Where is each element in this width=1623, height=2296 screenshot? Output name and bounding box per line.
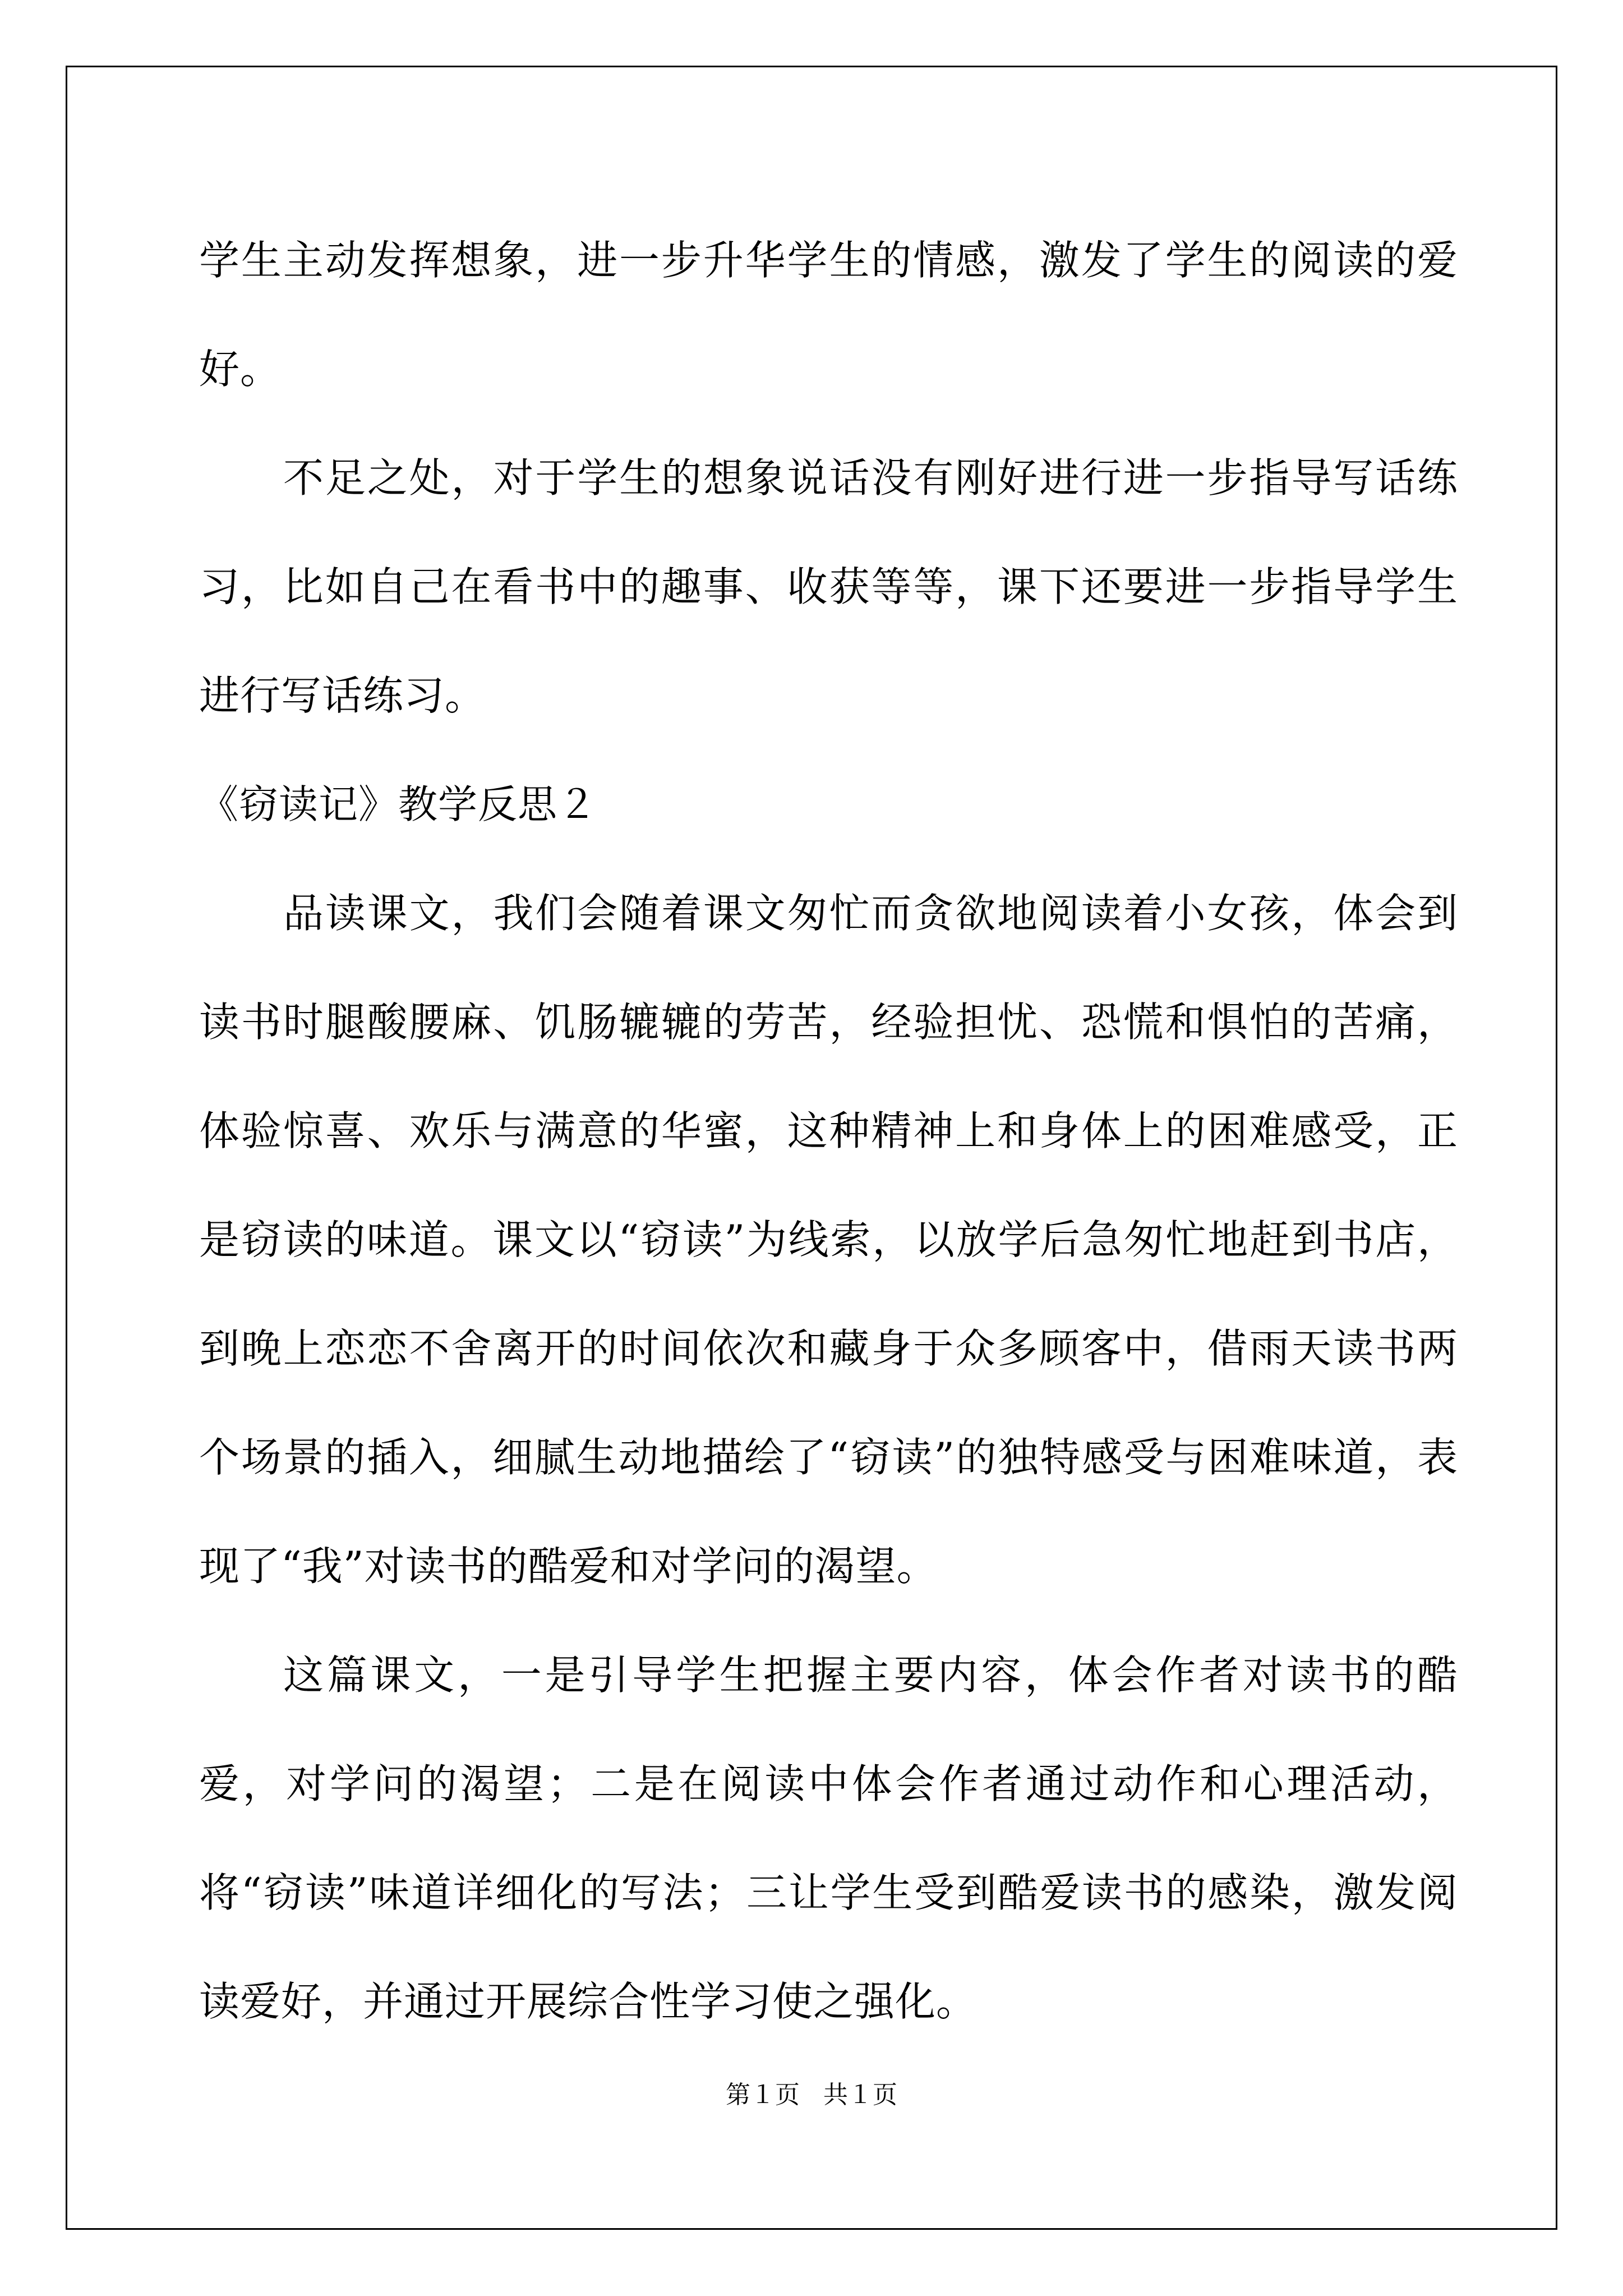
paragraph-shortcomings: 不足之处，对于学生的想象说话没有刚好进行进一步指导写话练习，比如自己在看书中的趣事、收获等等，课下还要进一步指导学生进行写话练习。: [199, 454, 1458, 719]
section-title: 《窃读记》教学反思２: [199, 781, 597, 827]
document-body: [199, 206, 1458, 2056]
paragraph-continued: 学生主动发挥想象，进一步升华学生的情感，激发了学生的阅读的爱好。: [199, 237, 1458, 393]
paragraph-teaching-goals: 这篇课文，一是引导学生把握主要内容，体会作者对读书的酷爱，对学问的渴望；二是在阅读中体会作者通过动作和心理活动，将“窃读”味道详细化的写法；三让学生受到酷爱读书的感染，激发阅读爱好，并通过开展综合性学习使之强化。: [199, 1651, 1458, 2025]
paragraph-reading-analysis: 品读课文，我们会随着课文匆忙而贪欲地阅读着小女孩，体会到读书时腿酸腰麻、饥肠辘辘的劳苦，经验担忧、恐慌和惧怕的苦痛，体验惊喜、欢乐与满意的华蜜，这种精神上和身体上的困难感受，正是窃读的味道。课文以“窃读”为线索，以放学后急匆忙地赶到书店，到晚上恋恋不舍离开的时间依次和藏身于众多顾客中，借雨天读书两个场景的插入，细腻生动地描绘了“窃读”的独特感受与困难味道，表现了“我”对读书的酷爱和对学问的渴望。: [199, 890, 1458, 1590]
page-number-footer: 第１页 共１页: [726, 2081, 897, 2109]
